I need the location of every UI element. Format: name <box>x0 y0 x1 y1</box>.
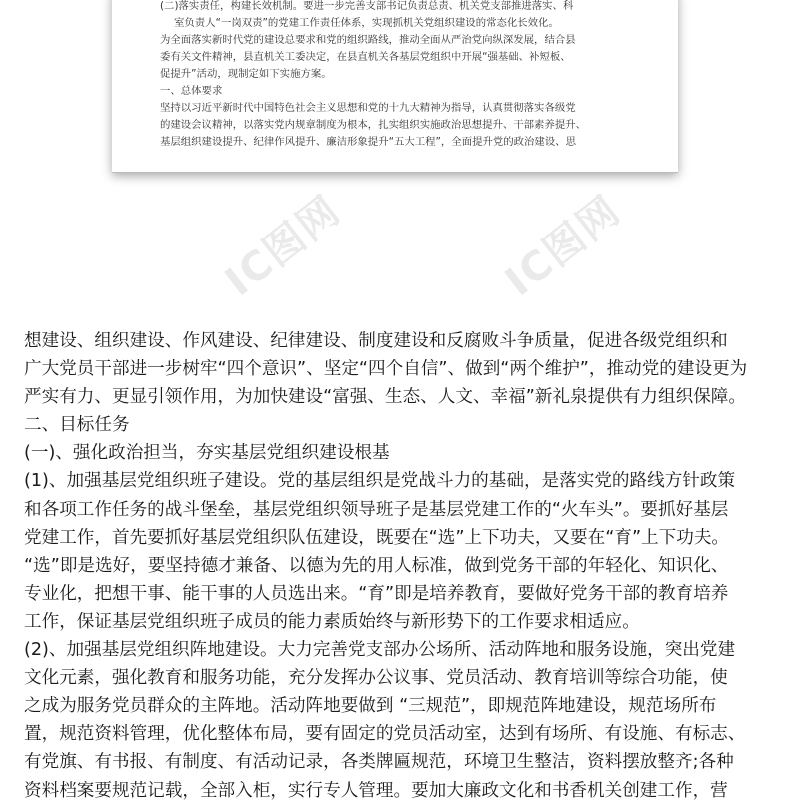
body-line: (2)、加强基层党组织阵地建设。大力完善党支部办公场所、活动阵地和服务设施，突出党建 <box>24 640 736 661</box>
subsection-heading: (一)、强化政治担当，夯实基层党组织建设根基 <box>24 443 390 464</box>
body-line: (1)、加强基层党组织班子建设。党的基层组织是党战斗力的基础，是落实党的路线方针政策 <box>24 471 736 492</box>
body-line: “选”即是选好，要坚持德才兼备、以德为先的用人标准，做到党务干部的年轻化、知识化、 <box>24 555 729 576</box>
body-line: 文化元素，强化教育和服务功能，充分发挥办公议事、党员活动、教育培训等综合功能，使 <box>24 668 728 689</box>
page-preview-text <box>160 0 640 151</box>
body-line: 资料档案要规范记载，全部入柜，实行专人管理。要加大廉政文化和书香机关创建工作，营 <box>24 780 728 801</box>
body-line: 广大党员干部进一步树牢“四个意识”、坚定“四个自信”、做到“两个维护”，推动党的建设更为 <box>24 359 748 380</box>
body-line: 和各项工作任务的战斗堡垒，基层党组织领导班子是基层党建工作的“火车头”。要抓好基层 <box>24 499 729 520</box>
watermark: IC图网 <box>217 187 350 306</box>
document-body <box>24 327 784 805</box>
section-heading: 二、目标任务 <box>24 415 130 436</box>
preview-line: 委有关文件精神，县直机关工委决定，在县直机关各基层党组织中开展“强基础、补短板、 <box>160 51 571 63</box>
body-line: 置，规范资料管理，优化整体布局，要有固定的党员活动室，达到有场所、有设施、有标志、 <box>24 724 746 745</box>
document-photo-area <box>0 0 800 306</box>
preview-line: 的建设会议精神，以落实党内规章制度为根本，扎实组织实施政治思想提升、干部素养提升、 <box>160 119 587 131</box>
preview-line: 室负责人“一岗双责”的党建工作责任体系，实现抓机关党组织建设的常态化长效化。 <box>174 17 559 29</box>
body-line: 专业化，把想干事、能干事的人员选出来。“育”即是培养教育，要做好党务干部的教育培养 <box>24 583 729 604</box>
document-page-preview <box>112 0 678 173</box>
preview-line: 坚持以习近平新时代中国特色社会主义思想和党的十九大精神为指导，认真贯彻落实各级党 <box>160 102 576 114</box>
body-line: 工作，保证基层党组织班子成员的能力素质始终与新形势下的工作要求相适应。 <box>24 611 640 632</box>
watermark: IC图网 <box>497 187 630 306</box>
preview-line: 促提升”活动，现制定如下实施方案。 <box>160 68 332 80</box>
preview-line: (二)落实责任，构建长效机制。要进一步完善支部书记负责总责、机关党支部推进落实、科 <box>160 0 574 12</box>
preview-heading: 一、总体要求 <box>160 85 223 97</box>
body-line: 有党旗、有书报、有制度、有活动记录，各类牌匾规范，环境卫生整洁，资料摆放整齐;各种 <box>24 752 734 773</box>
body-line: 党建工作，首先要抓好基层党组织队伍建设，既要在“选”上下功夫，又要在“育”上下功夫。 <box>24 527 730 548</box>
body-line: 想建设、组织建设、作风建设、纪律建设、制度建设和反腐败斗争质量，促进各级党组织和 <box>24 331 728 351</box>
preview-line: 为全面落实新时代党的建设总要求和党的组织路线，推动全面从严治党向纵深发展，结合县 <box>160 34 576 46</box>
preview-line: 基层组织建设提升、纪律作风提升、廉洁形象提升“五大工程”，全面提升党的政治建设、思 <box>160 136 576 148</box>
body-line: 严实有力、更显引领作用，为加快建设“富强、生态、人文、幸福”新礼泉提供有力组织保障。 <box>24 387 746 408</box>
body-line: 之成为服务党员群众的主阵地。活动阵地要做到 “三规范”，即规范阵地建设，规范场所布 <box>24 696 717 717</box>
